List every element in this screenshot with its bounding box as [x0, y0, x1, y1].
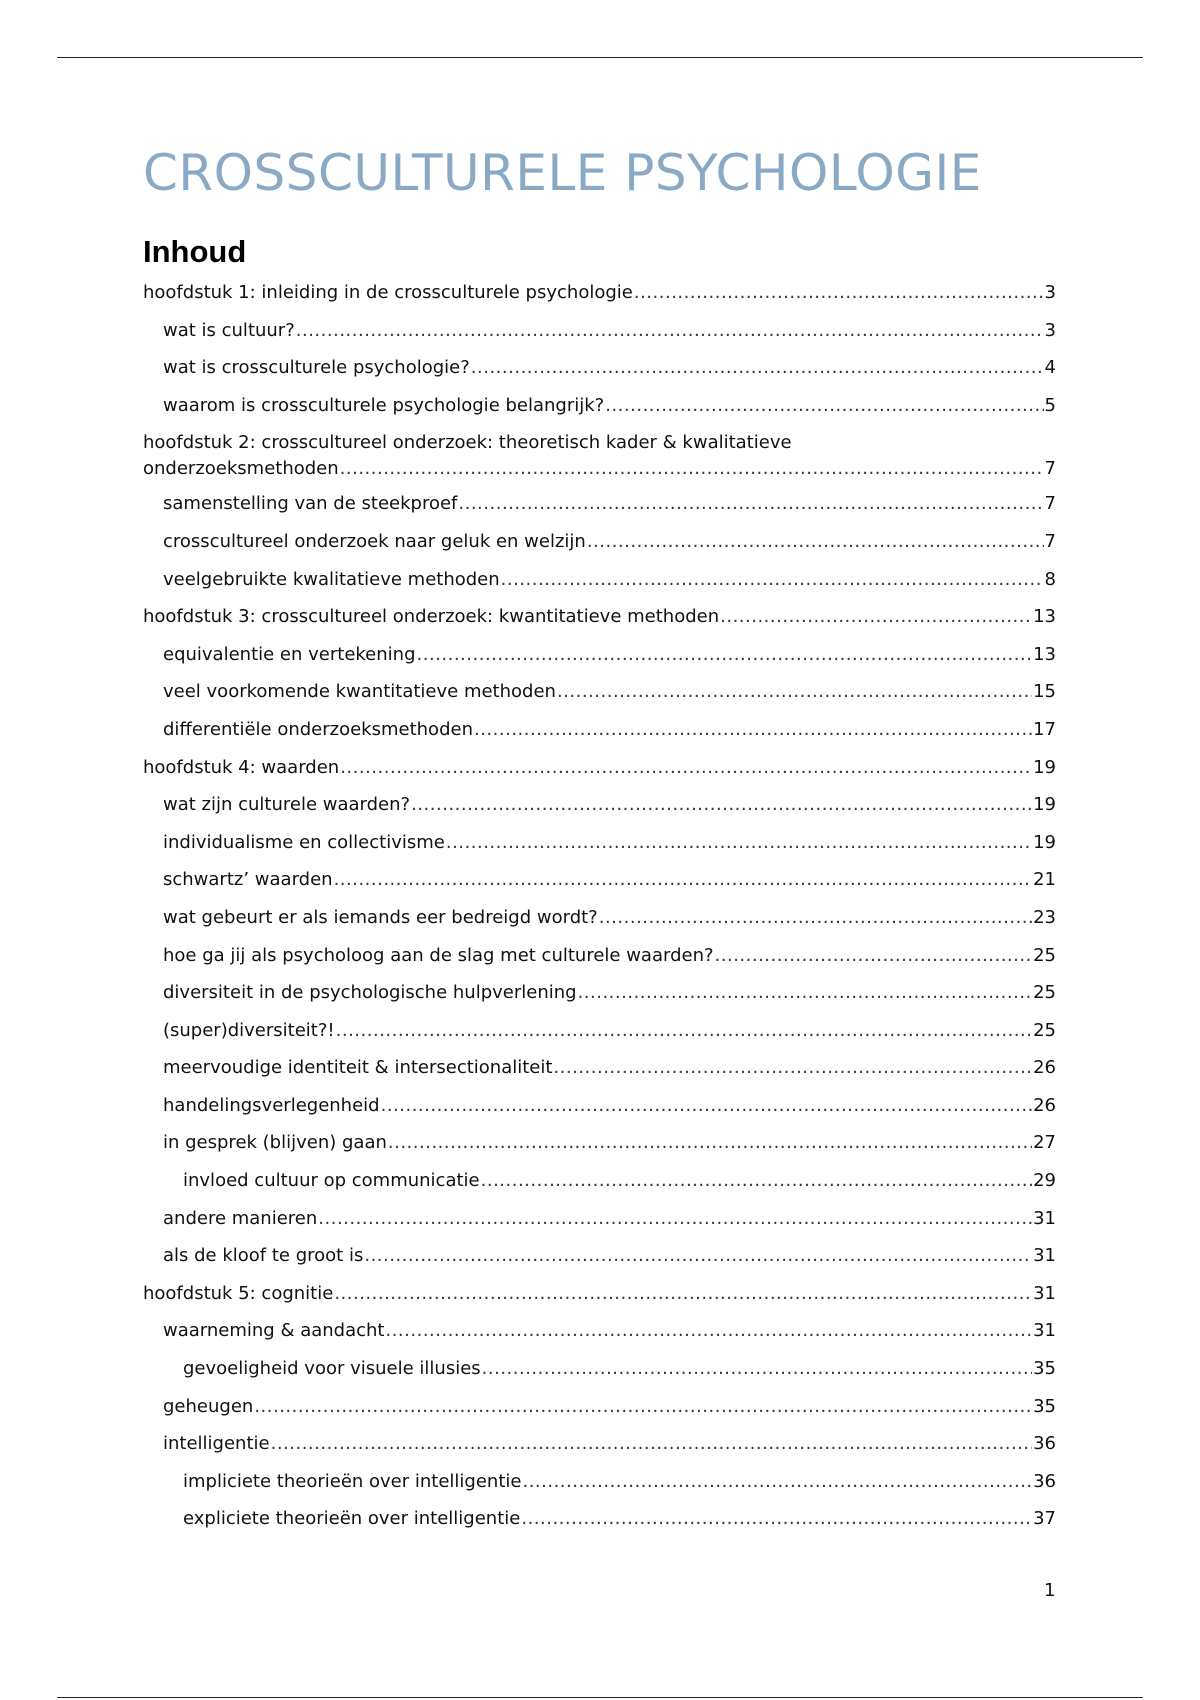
- toc-entry-page: 36: [1033, 1433, 1056, 1455]
- toc-leader: [296, 318, 1044, 344]
- toc-entry-title: hoofdstuk 5: cognitie: [143, 1282, 334, 1304]
- toc-entry-page: 35: [1033, 1358, 1056, 1380]
- toc-entry-title: wat gebeurt er als iemands eer bedreigd wordt?: [163, 906, 598, 928]
- toc-entry[interactable]: [143, 1469, 1056, 1507]
- toc-entry[interactable]: [143, 1356, 1056, 1394]
- toc-entry[interactable]: [143, 642, 1056, 680]
- toc-leader: [334, 867, 1033, 893]
- toc-leader: [271, 1431, 1033, 1457]
- toc-entry[interactable]: [143, 792, 1056, 830]
- toc-leader: [385, 1318, 1032, 1344]
- toc-entry-page: 29: [1033, 1170, 1056, 1192]
- footer-rule: [57, 1697, 1143, 1698]
- toc-leader: [521, 1506, 1032, 1532]
- toc-entry[interactable]: [143, 1206, 1056, 1244]
- toc-entry-page: 31: [1033, 1245, 1056, 1267]
- toc-leader: [340, 456, 1044, 482]
- document-title: CROSSCULTURELE PSYCHOLOGIE: [143, 144, 982, 202]
- toc-leader: [417, 642, 1033, 668]
- toc-entry[interactable]: [143, 717, 1056, 755]
- toc-leader: [334, 1281, 1032, 1307]
- toc-entry-page: 35: [1033, 1395, 1056, 1417]
- toc-entry[interactable]: [143, 679, 1056, 717]
- toc-leader: [522, 1469, 1032, 1495]
- toc-entry-page: 4: [1044, 357, 1056, 379]
- toc-leader: [599, 905, 1032, 931]
- toc-entry-title-line1: hoofdstuk 2: crosscultureel onderzoek: theoretisch kader & kwalitatieve: [143, 432, 792, 454]
- toc-entry-title: schwartz’ waarden: [163, 869, 333, 891]
- toc-entry-page: 31: [1033, 1207, 1056, 1229]
- toc-entry-page: 36: [1033, 1470, 1056, 1492]
- toc-entry-title: gevoeligheid voor visuele illusies: [183, 1358, 481, 1380]
- toc-entry-title: andere manieren: [163, 1207, 318, 1229]
- toc-entry-title: hoe ga jij als psycholoog aan de slag met culturele waarden?: [163, 944, 714, 966]
- toc-entry[interactable]: [143, 280, 1056, 318]
- toc-entry-page: 26: [1033, 1094, 1056, 1116]
- toc-leader: [557, 679, 1032, 705]
- toc-leader: [481, 1168, 1032, 1194]
- toc-entry-title: invloed cultuur op communicatie: [183, 1170, 480, 1192]
- toc-entry[interactable]: [143, 867, 1056, 905]
- header-rule: [57, 57, 1143, 58]
- document-page: [143, 140, 1056, 1544]
- toc-entry-title: waarom is crossculturele psychologie belangrijk?: [163, 394, 605, 416]
- toc-leader: [471, 355, 1044, 381]
- toc-leader: [587, 529, 1044, 555]
- toc-entry-page: 23: [1033, 906, 1056, 928]
- toc-leader: [458, 491, 1043, 517]
- toc-entry-title: diversiteit in de psychologische hulpverlening: [163, 982, 577, 1004]
- toc-entry[interactable]: [143, 604, 1056, 642]
- toc-heading: Inhoud: [143, 234, 247, 269]
- page-number: 1: [1044, 1580, 1056, 1601]
- toc-leader: [501, 567, 1044, 593]
- toc-entry-page: 19: [1033, 831, 1056, 853]
- toc-entry-page: 13: [1033, 643, 1056, 665]
- toc-leader: [381, 1093, 1033, 1119]
- toc-leader: [364, 1243, 1032, 1269]
- toc-leader: [254, 1394, 1032, 1420]
- toc-entry-page: 13: [1033, 606, 1056, 628]
- toc-entry-title: expliciete theorieën over intelligentie: [183, 1508, 521, 1530]
- toc-entry-title: wat zijn culturele waarden?: [163, 794, 411, 816]
- toc-entry-page: 31: [1033, 1320, 1056, 1342]
- toc-entry-title: individualisme en collectivisme: [163, 831, 445, 853]
- toc-entry-title: samenstelling van de steekproef: [163, 493, 458, 515]
- toc-entry[interactable]: [143, 1281, 1056, 1319]
- toc-entry-page: 3: [1044, 282, 1056, 303]
- toc-entry-title: veel voorkomende kwantitatieve methoden: [163, 681, 556, 703]
- toc-leader: [553, 1055, 1032, 1081]
- toc-entry[interactable]: [143, 1093, 1056, 1131]
- toc-entry-title: equivalentie en vertekening: [163, 643, 416, 665]
- toc-entry-title: veelgebruikte kwalitatieve methoden: [163, 568, 500, 590]
- toc-entry[interactable]: [143, 1431, 1056, 1469]
- toc-entry[interactable]: [143, 905, 1056, 943]
- toc-leader: [474, 717, 1032, 743]
- toc-entry-title: (super)diversiteit?!: [163, 1019, 335, 1041]
- table-of-contents: [143, 280, 1056, 1544]
- toc-leader: [605, 393, 1043, 419]
- toc-entry[interactable]: [143, 943, 1056, 981]
- toc-entry[interactable]: [143, 1018, 1056, 1056]
- toc-leader: [336, 1018, 1032, 1044]
- toc-entry-title: hoofdstuk 1: inleiding in de crossculturele psychologie: [143, 282, 633, 303]
- toc-entry-page: 7: [1044, 493, 1056, 515]
- toc-entry-page: 15: [1033, 681, 1056, 703]
- toc-entry-page: 19: [1033, 794, 1056, 816]
- toc-entry[interactable]: [143, 1130, 1056, 1168]
- toc-entry-title: hoofdstuk 4: waarden: [143, 756, 340, 778]
- toc-leader: [634, 280, 1044, 306]
- toc-entry-title: wat is cultuur?: [163, 319, 295, 341]
- toc-leader: [482, 1356, 1032, 1382]
- toc-entry[interactable]: [143, 1394, 1056, 1432]
- toc-entry[interactable]: [143, 318, 1056, 356]
- toc-entry-title: impliciete theorieën over intelligentie: [183, 1470, 522, 1492]
- toc-entry-page: 25: [1033, 944, 1056, 966]
- toc-entry-title: in gesprek (blijven) gaan: [163, 1132, 387, 1154]
- toc-leader: [446, 830, 1032, 856]
- toc-entry-title: differentiële onderzoeksmethoden: [163, 718, 473, 740]
- toc-entry[interactable]: [143, 1506, 1056, 1544]
- toc-entry-page: 21: [1033, 869, 1056, 891]
- toc-entry[interactable]: [143, 355, 1056, 393]
- toc-leader: [720, 604, 1032, 630]
- toc-leader: [578, 980, 1033, 1006]
- toc-entry-page: 7: [1044, 458, 1056, 480]
- toc-entry-page: 31: [1033, 1282, 1056, 1304]
- toc-entry-title: crosscultureel onderzoek naar geluk en welzijn: [163, 530, 586, 552]
- toc-entry-title: wat is crossculturele psychologie?: [163, 357, 470, 379]
- toc-entry-title: handelingsverlegenheid: [163, 1094, 380, 1116]
- toc-entry-title: intelligentie: [163, 1433, 270, 1455]
- toc-entry[interactable]: [143, 980, 1056, 1018]
- toc-entry-page: 5: [1044, 394, 1056, 416]
- toc-entry[interactable]: [143, 830, 1056, 868]
- toc-entry-title: meervoudige identiteit & intersectionaliteit: [163, 1057, 553, 1079]
- toc-entry-page: 25: [1033, 1019, 1056, 1041]
- toc-entry-page: 27: [1033, 1132, 1056, 1154]
- toc-entry[interactable]: [143, 1055, 1056, 1093]
- toc-leader: [411, 792, 1032, 818]
- toc-entry-page: 19: [1033, 756, 1056, 778]
- toc-entry[interactable]: [143, 567, 1056, 605]
- toc-entry[interactable]: [143, 430, 1056, 491]
- toc-entry[interactable]: [143, 529, 1056, 567]
- toc-entry[interactable]: [143, 1168, 1056, 1206]
- toc-entry-page: 26: [1033, 1057, 1056, 1079]
- toc-entry-page: 17: [1033, 718, 1056, 740]
- toc-entry-page: 8: [1044, 568, 1056, 590]
- toc-entry-title: als de kloof te groot is: [163, 1245, 364, 1267]
- toc-entry-title: hoofdstuk 3: crosscultureel onderzoek: kwantitatieve methoden: [143, 606, 720, 628]
- toc-leader: [388, 1130, 1032, 1156]
- toc-leader: [340, 755, 1032, 781]
- toc-entry-page: 25: [1033, 982, 1056, 1004]
- toc-entry[interactable]: [143, 491, 1056, 529]
- toc-entry-page: 7: [1044, 530, 1056, 552]
- toc-entry[interactable]: [143, 1243, 1056, 1281]
- toc-entry[interactable]: [143, 755, 1056, 793]
- toc-leader: [715, 943, 1033, 969]
- toc-entry-title: waarneming & aandacht: [163, 1320, 385, 1342]
- toc-entry-page: 3: [1044, 319, 1056, 341]
- toc-entry[interactable]: [143, 393, 1056, 431]
- toc-leader: [318, 1206, 1032, 1232]
- toc-entry-title-line2: onderzoeksmethoden: [143, 458, 339, 480]
- toc-entry-page: 37: [1033, 1508, 1056, 1530]
- toc-entry-title: geheugen: [163, 1395, 254, 1417]
- toc-entry[interactable]: [143, 1318, 1056, 1356]
